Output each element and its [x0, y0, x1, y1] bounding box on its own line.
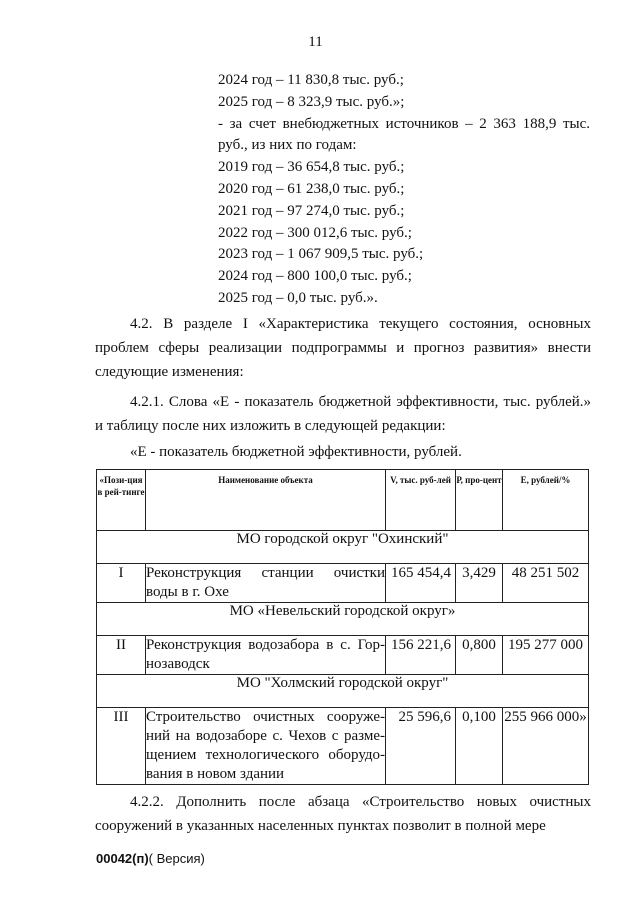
year-line: 2023 год – 1 067 909,5 тыс. руб.; — [218, 246, 424, 263]
paragraph-4-2-1: 4.2.1. Слова «Е - показатель бюджетной эффективности, тыс. рублей.» и таблицу после них изложить в следующей редакции: — [95, 394, 591, 434]
cell-position: II — [97, 636, 146, 675]
group-title: МО городской округ "Охинский" — [97, 531, 589, 564]
cell-efficiency: 48 251 502 — [503, 564, 589, 603]
year-line: 2019 год – 36 654,8 тыс. руб.; — [218, 159, 405, 176]
cell-efficiency: 255 966 000» — [503, 708, 589, 785]
paragraph-4-2-2: 4.2.2. Дополнить после абзаца «Строительство новых очистных сооружений в указанных населенных пунктах позволит в полной мере — [95, 794, 591, 834]
table-header-row — [97, 470, 589, 531]
group-row — [97, 531, 589, 564]
header-position: «Пози-ция в рей-тинге — [97, 470, 146, 531]
header-volume: V, тыс. руб-лей — [386, 470, 456, 531]
cell-object-name: Реконструкция станции очистки воды в г. Охе — [146, 564, 386, 603]
page-number: 11 — [308, 34, 323, 50]
group-row — [97, 675, 589, 708]
cell-percent: 0,100 — [456, 708, 503, 785]
table-caption: «Е - показатель бюджетной эффективности, рублей. — [130, 444, 462, 460]
document-code: 00042(п) — [96, 851, 149, 866]
year-line: 2024 год – 800 100,0 тыс. руб.; — [218, 268, 412, 285]
group-row — [97, 603, 589, 636]
funding-block — [218, 70, 590, 310]
cell-object-name: Строительство очистных сооруже-ний на водозаборе с. Чехов с разме-щением технологического оборудо-вания в новом здании — [146, 708, 386, 785]
extra-sources-line: руб., из них по годам: — [218, 137, 357, 154]
cell-efficiency: 195 277 000 — [503, 636, 589, 675]
group-title: МО "Холмский городской округ" — [97, 675, 589, 708]
header-object-name: Наименование объекта — [146, 470, 386, 531]
document-version: ( Версия) — [148, 851, 205, 866]
header-efficiency: Е, рублей/% — [503, 470, 589, 531]
table-row — [97, 708, 589, 785]
table-row — [97, 564, 589, 603]
cell-volume: 25 596,6 — [386, 708, 456, 785]
cell-volume: 156 221,6 — [386, 636, 456, 675]
extra-sources-line: - за счет внебюджетных источников – 2 363 188,9 тыс. — [218, 115, 590, 132]
year-line: 2025 год – 0,0 тыс. руб.». — [218, 289, 378, 306]
paragraph-4-2: 4.2. В разделе I «Характеристика текущего состояния, основных проблем сферы реализации подпрограммы и прогноз развития» внести следующие изменения: — [95, 316, 591, 380]
document-footer — [96, 851, 205, 866]
cell-percent: 3,429 — [456, 564, 503, 603]
funding-line: 2025 год – 8 323,9 тыс. руб.»; — [218, 93, 405, 110]
cell-volume: 165 454,4 — [386, 564, 456, 603]
year-line: 2022 год – 300 012,6 тыс. руб.; — [218, 224, 412, 241]
cell-percent: 0,800 — [456, 636, 503, 675]
cell-object-name: Реконструкция водозабора в с. Гор-нозаводск — [146, 636, 386, 675]
funding-line: 2024 год – 11 830,8 тыс. руб.; — [218, 72, 404, 88]
group-title: МО «Невельский городской округ» — [97, 603, 589, 636]
header-percent: Р, про-цент — [456, 470, 503, 531]
efficiency-table — [96, 469, 589, 785]
cell-position: III — [97, 708, 146, 785]
year-line: 2020 год – 61 238,0 тыс. руб.; — [218, 180, 405, 197]
cell-position: I — [97, 564, 146, 603]
table-row — [97, 636, 589, 675]
year-line: 2021 год – 97 274,0 тыс. руб.; — [218, 202, 405, 219]
